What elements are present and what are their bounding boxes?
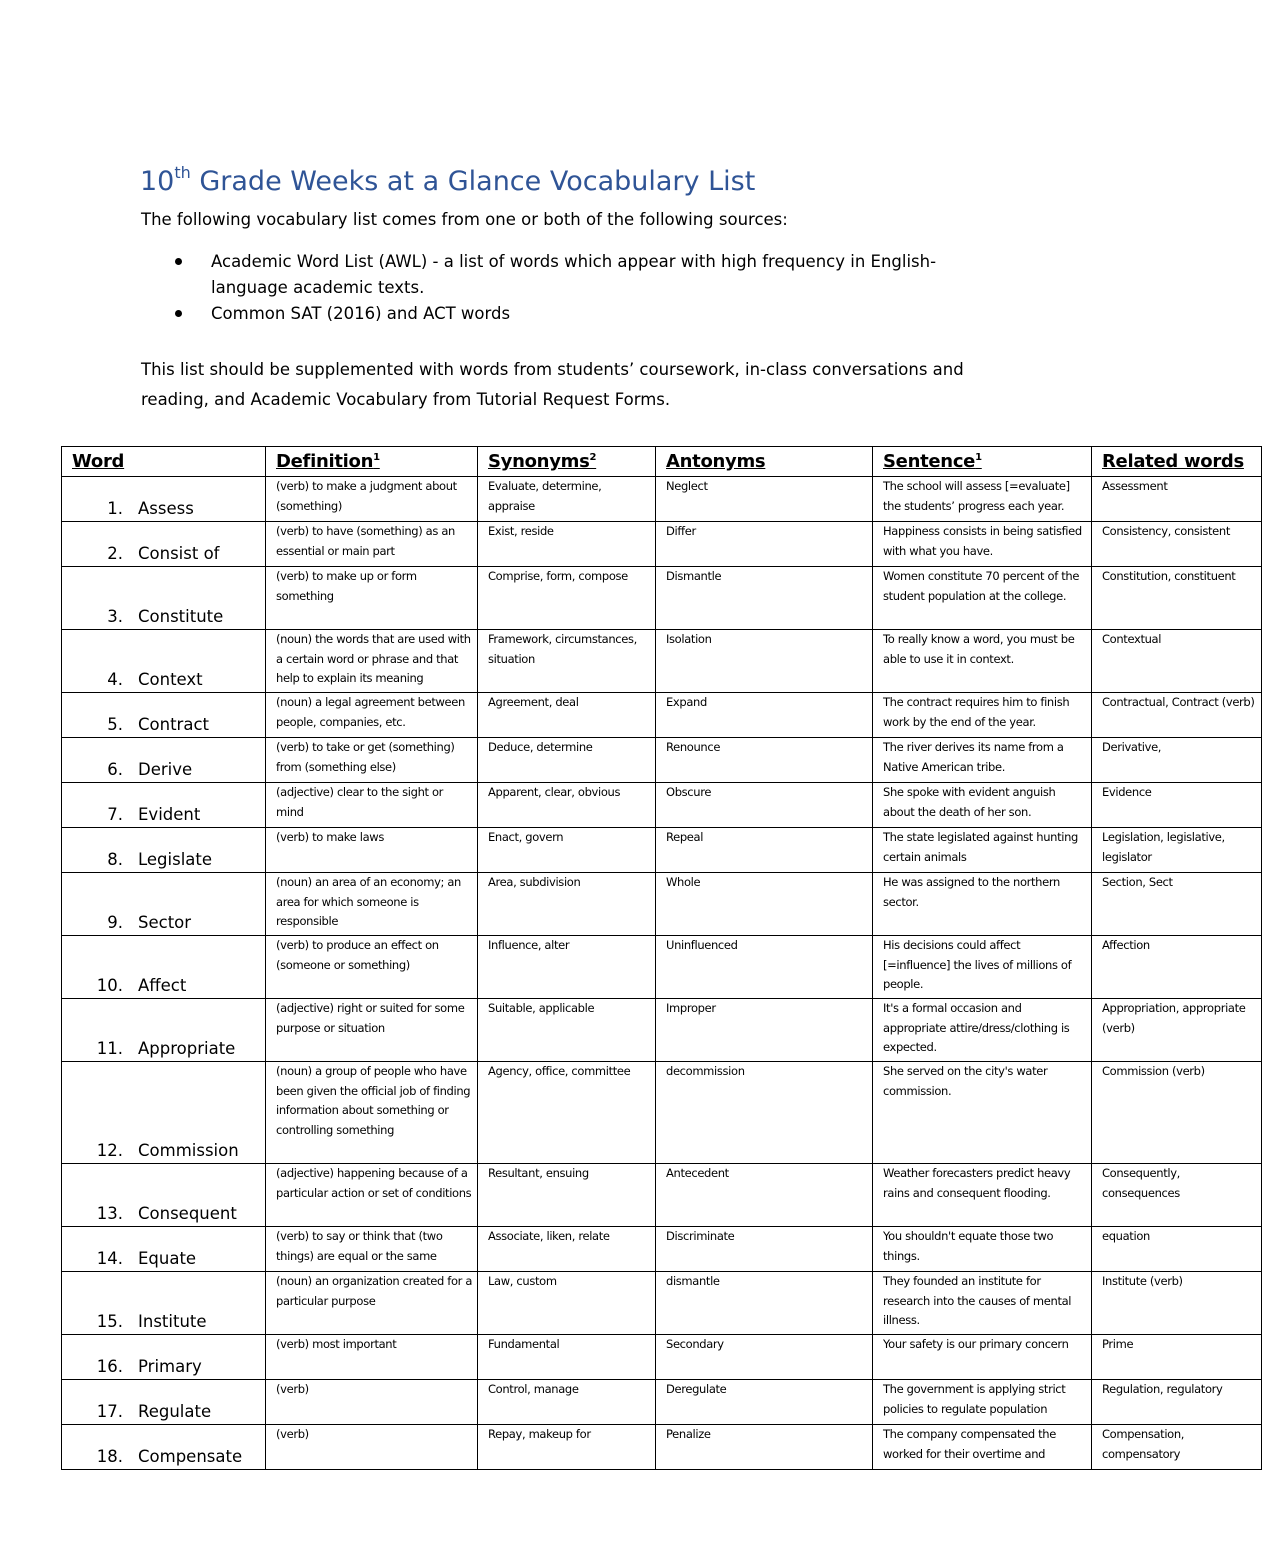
sentence-text: Your safety is our primary concern [883, 1337, 1069, 1351]
definition-cell [266, 828, 478, 873]
related-text: Section, Sect [1102, 875, 1173, 889]
word-text: Affect [138, 976, 187, 995]
related-text: Contextual [1102, 632, 1162, 646]
table-row [62, 873, 1262, 936]
title-number: 10 [140, 166, 175, 197]
synonyms-cell [478, 522, 656, 567]
sentence-cell [873, 1380, 1092, 1425]
source-item-sat-act-text: Common SAT (2016) and ACT words [211, 304, 511, 323]
sentence-cell [873, 873, 1092, 936]
table-row [62, 477, 1262, 522]
sentence-text: The river derives its name from a Native American tribe. [883, 740, 1064, 774]
antonyms-cell [656, 828, 873, 873]
related-text: Assessment [1102, 479, 1168, 493]
page-title [140, 163, 755, 197]
source-item-awl-line1: Academic Word List (AWL) - a list of words which appear with high frequency in English- [211, 252, 937, 271]
synonyms-text: Evaluate, determine, appraise [488, 479, 602, 513]
antonyms-text: Expand [666, 695, 707, 709]
synonyms-cell [478, 1380, 656, 1425]
word-cell [62, 936, 266, 999]
definition-cell [266, 1380, 478, 1425]
row-number: 6. [107, 760, 123, 779]
synonyms-text: Associate, liken, relate [488, 1229, 610, 1243]
table-row [62, 828, 1262, 873]
antonyms-cell [656, 1380, 873, 1425]
supplement-line2: reading, and Academic Vocabulary from Tutorial Request Forms. [141, 389, 671, 409]
antonyms-cell [656, 522, 873, 567]
synonyms-cell [478, 567, 656, 630]
synonyms-text: Apparent, clear, obvious [488, 785, 621, 799]
synonyms-text: Influence, alter [488, 938, 570, 952]
related-cell [1092, 522, 1262, 567]
word-cell [62, 567, 266, 630]
related-text: Consistency, consistent [1102, 524, 1231, 538]
related-cell [1092, 828, 1262, 873]
table-row [62, 522, 1262, 567]
table-row [62, 567, 1262, 630]
word-cell [62, 873, 266, 936]
synonyms-text: Framework, circumstances, situation [488, 632, 637, 666]
word-text: Appropriate [138, 1039, 236, 1058]
related-cell [1092, 1164, 1262, 1227]
sentence-text: Women constitute 70 percent of the student population at the college. [883, 569, 1080, 603]
antonyms-cell [656, 567, 873, 630]
related-text: Compensation, compensatory [1102, 1427, 1185, 1461]
synonyms-cell [478, 1227, 656, 1272]
related-cell [1092, 1272, 1262, 1335]
related-text: Prime [1102, 1337, 1134, 1351]
header-definition: Definition$^1$ [266, 447, 478, 477]
word-cell [62, 477, 266, 522]
related-cell [1092, 630, 1262, 693]
sentence-cell [873, 693, 1092, 738]
header-antonyms: Antonyms [656, 447, 873, 477]
row-number: 4. [107, 670, 123, 689]
definition-text: (verb) to take or get (something) from (something else) [276, 740, 455, 774]
sources-list [141, 249, 936, 327]
definition-cell [266, 693, 478, 738]
sentence-text: He was assigned to the northern sector. [883, 875, 1060, 909]
row-number: 17. [96, 1402, 123, 1421]
table-row [62, 630, 1262, 693]
synonyms-cell [478, 936, 656, 999]
sentence-cell [873, 1062, 1092, 1164]
sentence-cell [873, 1272, 1092, 1335]
definition-text: (adjective) happening because of a particular action or set of conditions [276, 1166, 472, 1200]
definition-text: (noun) an area of an economy; an area for which someone is responsible [276, 875, 461, 928]
sentence-text: You shouldn't equate those two things. [883, 1229, 1054, 1263]
antonyms-cell [656, 1062, 873, 1164]
word-cell [62, 630, 266, 693]
word-text: Context [138, 670, 203, 689]
antonyms-cell [656, 873, 873, 936]
definition-cell [266, 783, 478, 828]
related-cell [1092, 1062, 1262, 1164]
word-cell [62, 1062, 266, 1164]
related-cell [1092, 477, 1262, 522]
row-number: 11. [96, 1039, 123, 1058]
sentence-text: To really know a word, you must be able to use it in context. [883, 632, 1075, 666]
sentence-cell [873, 999, 1092, 1062]
sentence-cell [873, 936, 1092, 999]
synonyms-text: Deduce, determine [488, 740, 593, 754]
antonyms-cell [656, 1272, 873, 1335]
table-header-row [62, 447, 1262, 477]
sentence-text: She spoke with evident anguish about the death of her son. [883, 785, 1056, 819]
bullet-icon [175, 258, 182, 265]
intro-text: The following vocabulary list comes from one or both of the following sources: [141, 210, 788, 229]
header-sentence: Sentence$^1$ [873, 447, 1092, 477]
word-text: Institute [138, 1312, 207, 1331]
sentence-text: She served on the city's water commission. [883, 1064, 1048, 1098]
antonyms-text: Isolation [666, 632, 712, 646]
word-text: Assess [138, 499, 194, 518]
word-text: Contract [138, 715, 209, 734]
definition-text: (verb) most important [276, 1337, 397, 1351]
row-number: 14. [96, 1249, 123, 1268]
antonyms-cell [656, 783, 873, 828]
antonyms-text: decommission [666, 1064, 745, 1078]
table-row [62, 693, 1262, 738]
related-cell [1092, 873, 1262, 936]
antonyms-text: Whole [666, 875, 701, 889]
definition-text: (verb) to make laws [276, 830, 384, 844]
word-cell [62, 1164, 266, 1227]
definition-cell [266, 1164, 478, 1227]
sentence-text: The contract requires him to finish work by the end of the year. [883, 695, 1070, 729]
synonyms-cell [478, 783, 656, 828]
word-text: Compensate [138, 1447, 243, 1466]
synonyms-text: Fundamental [488, 1337, 560, 1351]
row-number: 12. [96, 1141, 123, 1160]
sentence-cell [873, 738, 1092, 783]
definition-text: (noun) an organization created for a particular purpose [276, 1274, 473, 1308]
word-cell [62, 1425, 266, 1470]
related-cell [1092, 936, 1262, 999]
definition-text: (verb) to have (something) as an essential or main part [276, 524, 455, 558]
sentence-text: The government is applying strict policies to regulate population [883, 1382, 1066, 1416]
definition-cell [266, 1062, 478, 1164]
header-related-words: Related words [1092, 447, 1262, 477]
related-text: Institute (verb) [1102, 1274, 1183, 1288]
related-cell [1092, 567, 1262, 630]
table-row [62, 1380, 1262, 1425]
word-text: Regulate [138, 1402, 212, 1421]
antonyms-text: Dismantle [666, 569, 722, 583]
sentence-cell [873, 567, 1092, 630]
synonyms-text: Law, custom [488, 1274, 557, 1288]
table-row [62, 1062, 1262, 1164]
word-text: Consequent [138, 1204, 237, 1223]
related-cell [1092, 1425, 1262, 1470]
definition-cell [266, 567, 478, 630]
sentence-text: Weather forecasters predict heavy rains and consequent flooding. [883, 1166, 1071, 1200]
antonyms-text: Obscure [666, 785, 712, 799]
header-word: Word [62, 447, 266, 477]
antonyms-cell [656, 1335, 873, 1380]
antonyms-text: Neglect [666, 479, 708, 493]
word-cell [62, 1335, 266, 1380]
related-text: Derivative, [1102, 740, 1162, 754]
row-number: 16. [96, 1357, 123, 1376]
definition-cell [266, 999, 478, 1062]
antonyms-text: Repeal [666, 830, 704, 844]
related-text: Legislation, legislative, legislator [1102, 830, 1225, 864]
definition-text: (adjective) clear to the sight or mind [276, 785, 444, 819]
word-text: Derive [138, 760, 193, 779]
definition-text: (noun) the words that are used with a certain word or phrase and that help to explain its meaning [276, 632, 471, 685]
table-row [62, 1164, 1262, 1227]
row-number: 18. [96, 1447, 123, 1466]
antonyms-text: dismantle [666, 1274, 720, 1288]
header-synonyms: Synonyms$^2$ [478, 447, 656, 477]
related-text: Contractual, Contract (verb) [1102, 695, 1255, 709]
sentence-cell [873, 522, 1092, 567]
synonyms-cell [478, 477, 656, 522]
sentence-text: His decisions could affect [=influence] the lives of millions of people. [883, 938, 1072, 991]
definition-text: (adjective) right or suited for some purpose or situation [276, 1001, 465, 1035]
definition-text: (verb) [276, 1382, 309, 1396]
antonyms-cell [656, 738, 873, 783]
synonyms-cell [478, 693, 656, 738]
definition-text: (noun) a group of people who have been given the official job of finding information about something or controlling something [276, 1064, 471, 1137]
synonyms-cell [478, 1062, 656, 1164]
row-number: 1. [107, 499, 123, 518]
synonyms-cell [478, 1272, 656, 1335]
sentence-cell [873, 1164, 1092, 1227]
word-cell [62, 1272, 266, 1335]
word-text: Equate [138, 1249, 197, 1268]
definition-cell [266, 738, 478, 783]
definition-text: (noun) a legal agreement between people, companies, etc. [276, 695, 465, 729]
row-number: 9. [107, 913, 123, 932]
definition-cell [266, 522, 478, 567]
word-text: Consist of [138, 544, 220, 563]
definition-cell [266, 630, 478, 693]
antonyms-cell [656, 1227, 873, 1272]
antonyms-text: Deregulate [666, 1382, 727, 1396]
related-text: Consequently, consequences [1102, 1166, 1180, 1200]
word-text: Commission [138, 1141, 239, 1160]
sentence-text: Happiness consists in being satisfied with what you have. [883, 524, 1082, 558]
sentence-text: The company compensated the worked for their overtime and [883, 1427, 1056, 1461]
word-cell [62, 522, 266, 567]
supplement-paragraph [141, 355, 964, 414]
title-superscript: th [174, 163, 191, 182]
word-cell [62, 828, 266, 873]
synonyms-cell [478, 1164, 656, 1227]
antonyms-text: Improper [666, 1001, 716, 1015]
table-row [62, 936, 1262, 999]
synonyms-cell [478, 828, 656, 873]
definition-cell [266, 873, 478, 936]
related-cell [1092, 1335, 1262, 1380]
sentence-cell [873, 1425, 1092, 1470]
antonyms-cell [656, 999, 873, 1062]
row-number: 7. [107, 805, 123, 824]
sentence-text: It's a formal occasion and appropriate attire/dress/clothing is expected. [883, 1001, 1070, 1054]
synonyms-text: Control, manage [488, 1382, 579, 1396]
related-text: Affection [1102, 938, 1150, 952]
sentence-cell [873, 1335, 1092, 1380]
synonyms-cell [478, 999, 656, 1062]
synonyms-text: Resultant, ensuing [488, 1166, 589, 1180]
antonyms-text: Penalize [666, 1427, 711, 1441]
sentence-cell [873, 477, 1092, 522]
related-cell [1092, 693, 1262, 738]
antonyms-text: Discriminate [666, 1229, 735, 1243]
related-cell [1092, 1380, 1262, 1425]
sentence-cell [873, 630, 1092, 693]
synonyms-text: Suitable, applicable [488, 1001, 595, 1015]
definition-text: (verb) to say or think that (two things) are equal or the same [276, 1229, 443, 1263]
related-text: Evidence [1102, 785, 1152, 799]
word-cell [62, 738, 266, 783]
sentence-text: The school will assess [=evaluate] the students’ progress each year. [883, 479, 1070, 513]
word-text: Primary [138, 1357, 202, 1376]
synonyms-text: Comprise, form, compose [488, 569, 628, 583]
row-number: 15. [96, 1312, 123, 1331]
bullet-icon [175, 310, 182, 317]
definition-cell [266, 1227, 478, 1272]
related-text: Regulation, regulatory [1102, 1382, 1223, 1396]
definition-cell [266, 1272, 478, 1335]
definition-cell [266, 1425, 478, 1470]
definition-text: (verb) [276, 1427, 309, 1441]
word-text: Sector [138, 913, 192, 932]
table-row [62, 1227, 1262, 1272]
related-text: Commission (verb) [1102, 1064, 1205, 1078]
related-cell [1092, 738, 1262, 783]
antonyms-cell [656, 630, 873, 693]
synonyms-cell [478, 738, 656, 783]
definition-text: (verb) to make up or form something [276, 569, 417, 603]
vocabulary-table [61, 446, 1262, 1470]
word-cell [62, 783, 266, 828]
word-text: Legislate [138, 850, 213, 869]
definition-text: (verb) to make a judgment about (something) [276, 479, 457, 513]
related-cell [1092, 783, 1262, 828]
antonyms-text: Uninfluenced [666, 938, 738, 952]
sentence-cell [873, 783, 1092, 828]
antonyms-cell [656, 693, 873, 738]
row-number: 8. [107, 850, 123, 869]
row-number: 10. [96, 976, 123, 995]
related-cell [1092, 999, 1262, 1062]
related-cell [1092, 1227, 1262, 1272]
row-number: 3. [107, 607, 123, 626]
synonyms-text: Repay, makeup for [488, 1427, 591, 1441]
antonyms-cell [656, 936, 873, 999]
table-row [62, 738, 1262, 783]
row-number: 5. [107, 715, 123, 734]
sentence-cell [873, 828, 1092, 873]
row-number: 13. [96, 1204, 123, 1223]
row-number: 2. [107, 544, 123, 563]
table-row [62, 783, 1262, 828]
antonyms-cell [656, 1164, 873, 1227]
title-text: Grade Weeks at a Glance Vocabulary List [190, 166, 756, 197]
synonyms-text: Agreement, deal [488, 695, 579, 709]
source-item-awl [141, 249, 936, 301]
word-cell [62, 1227, 266, 1272]
synonyms-cell [478, 1335, 656, 1380]
related-text: equation [1102, 1229, 1150, 1243]
table-row [62, 1272, 1262, 1335]
antonyms-cell [656, 1425, 873, 1470]
synonyms-text: Exist, reside [488, 524, 554, 538]
table-row [62, 1425, 1262, 1470]
table-row [62, 999, 1262, 1062]
antonyms-text: Differ [666, 524, 696, 538]
word-text: Evident [138, 805, 201, 824]
sentence-text: The state legislated against hunting certain animals [883, 830, 1078, 864]
word-text: Constitute [138, 607, 224, 626]
word-cell [62, 999, 266, 1062]
synonyms-cell [478, 630, 656, 693]
source-item-sat-act [141, 301, 936, 327]
synonyms-cell [478, 1425, 656, 1470]
synonyms-cell [478, 873, 656, 936]
synonyms-text: Enact, govern [488, 830, 564, 844]
supplement-line1: This list should be supplemented with words from students’ coursework, in-class conversations and [141, 360, 964, 379]
antonyms-text: Renounce [666, 740, 721, 754]
word-cell [62, 1380, 266, 1425]
antonyms-text: Antecedent [666, 1166, 729, 1180]
related-text: Constitution, constituent [1102, 569, 1236, 583]
word-cell [62, 693, 266, 738]
synonyms-text: Area, subdivision [488, 875, 581, 889]
definition-cell [266, 936, 478, 999]
definition-cell [266, 1335, 478, 1380]
sentence-cell [873, 1227, 1092, 1272]
antonyms-text: Secondary [666, 1337, 724, 1351]
antonyms-cell [656, 477, 873, 522]
table-row [62, 1335, 1262, 1380]
synonyms-text: Agency, office, committee [488, 1064, 631, 1078]
sentence-text: They founded an institute for research into the causes of mental illness. [883, 1274, 1072, 1327]
definition-text: (verb) to produce an effect on (someone or something) [276, 938, 439, 972]
definition-cell [266, 477, 478, 522]
related-text: Appropriation, appropriate (verb) [1102, 1001, 1246, 1035]
source-item-awl-line2: language academic texts. [211, 278, 425, 297]
